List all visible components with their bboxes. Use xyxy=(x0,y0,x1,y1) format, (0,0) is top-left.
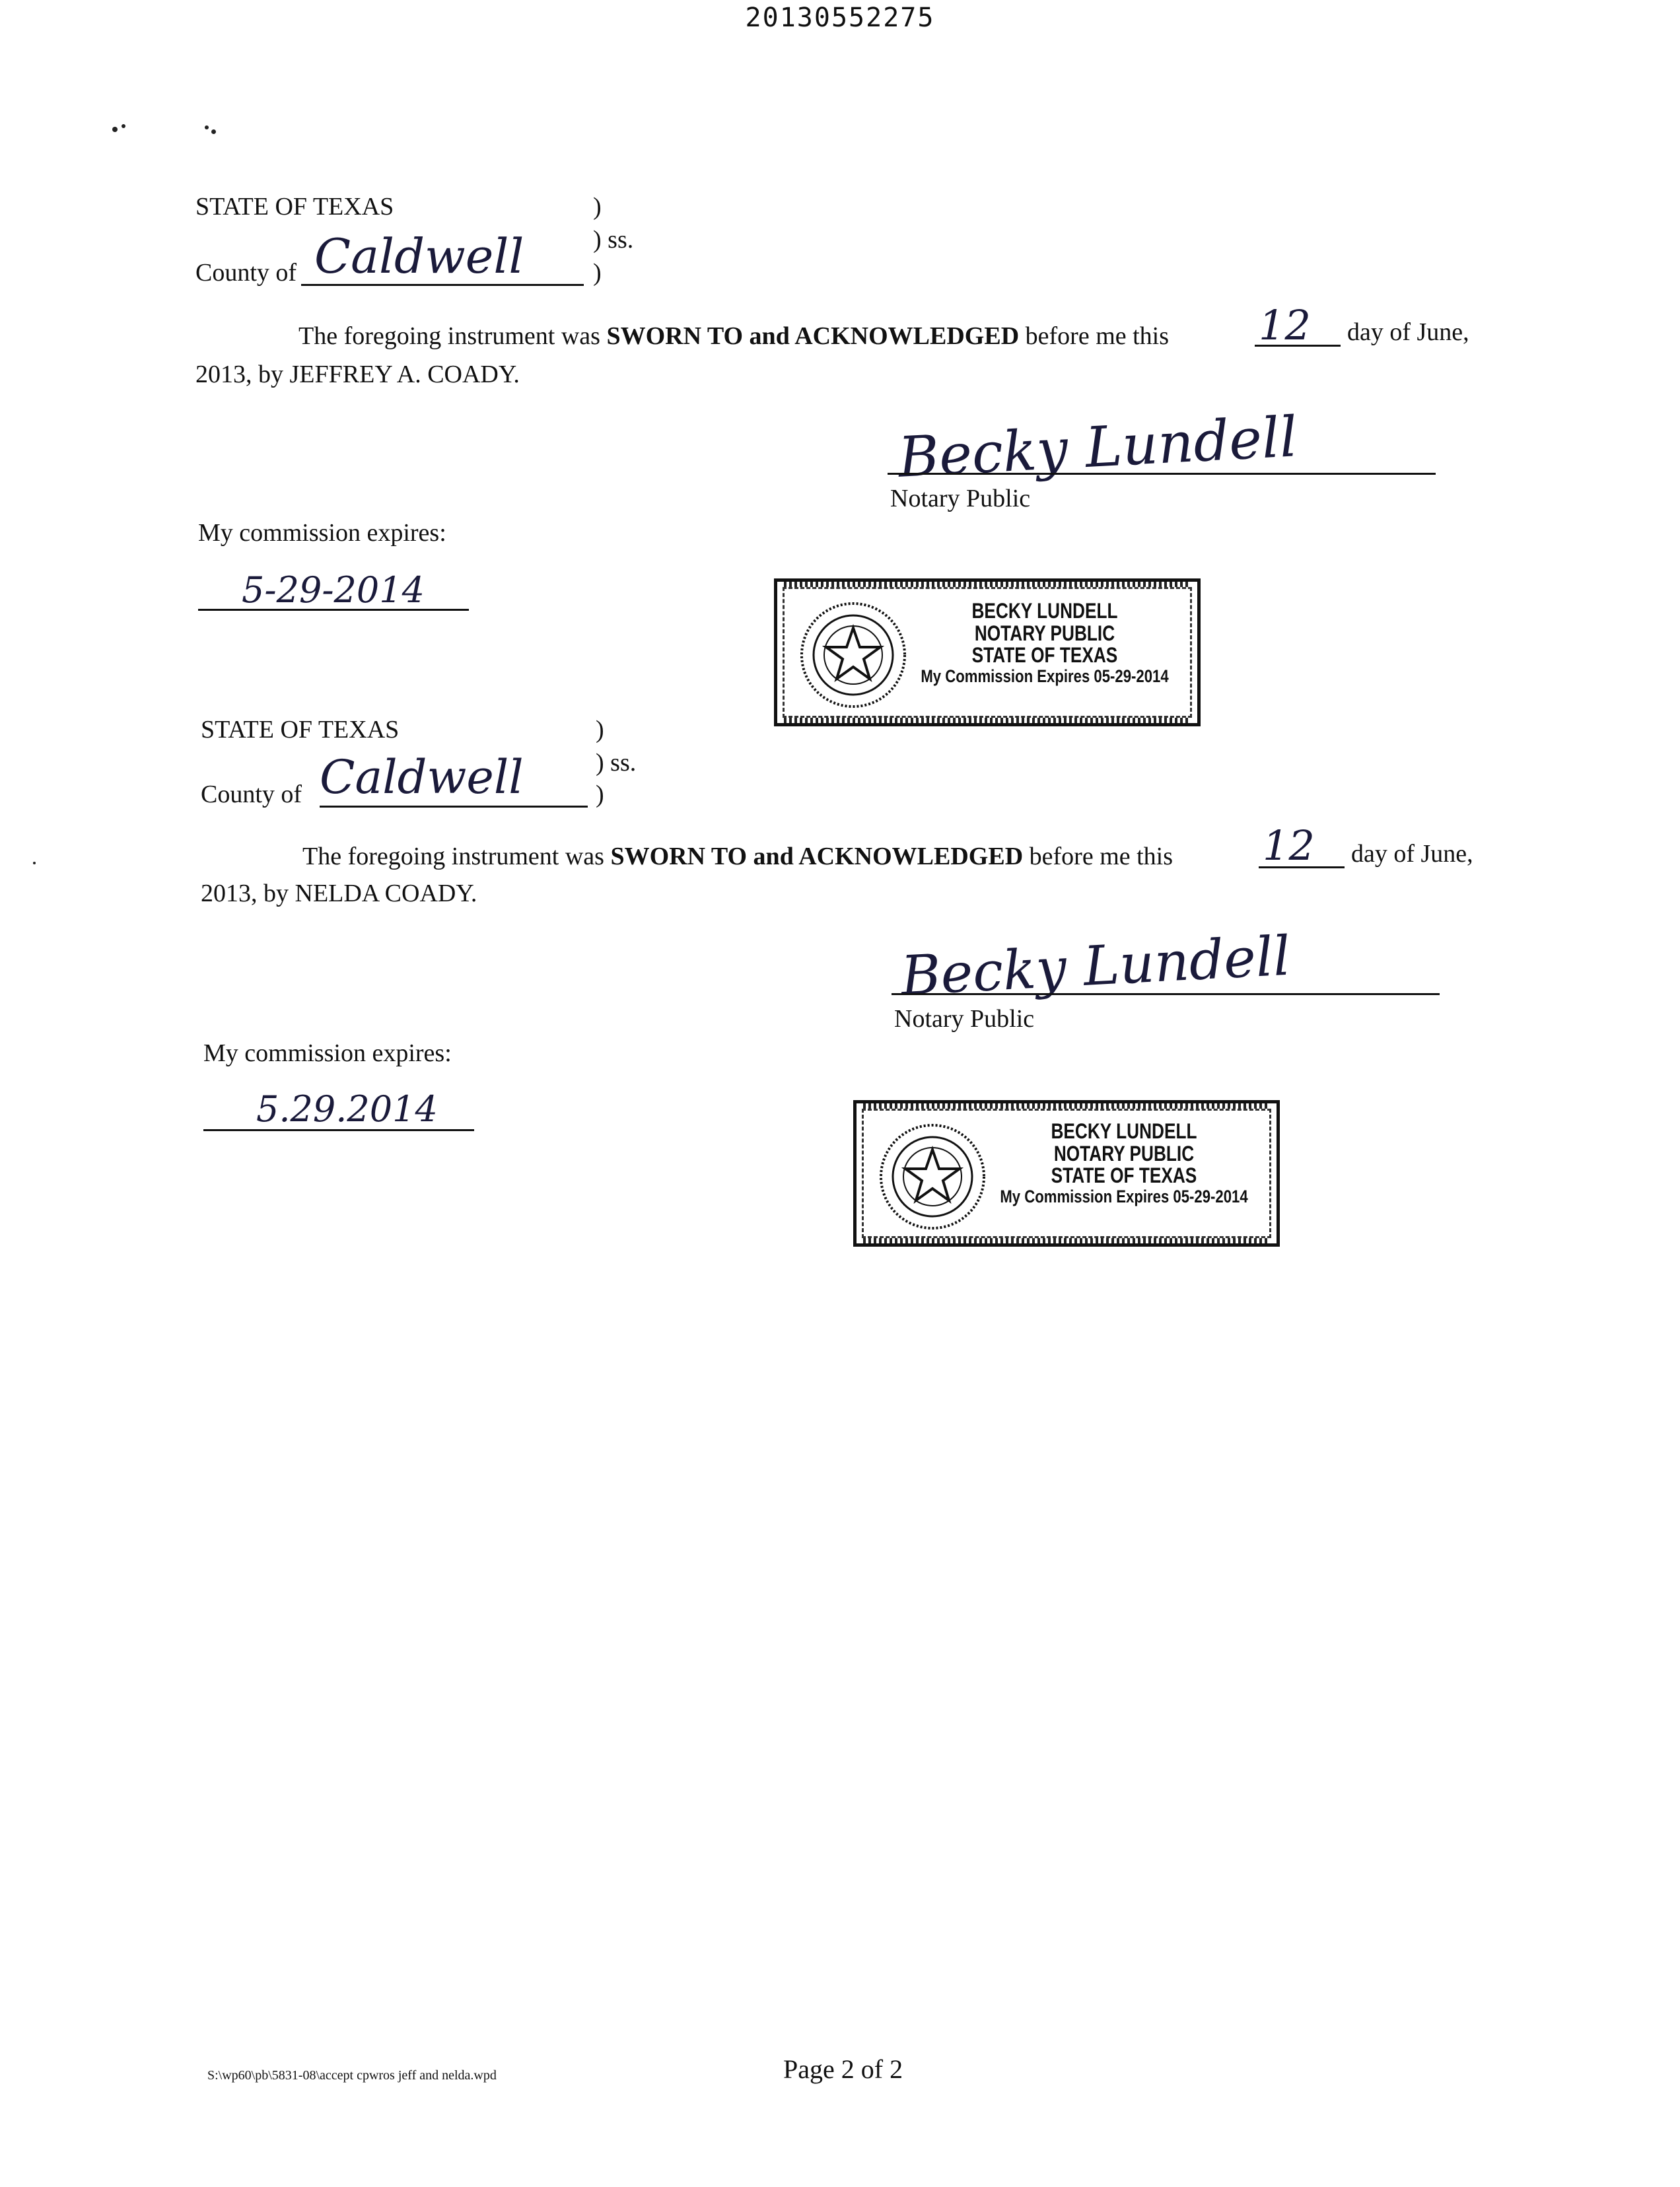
stamp-state: STATE OF TEXAS xyxy=(971,643,1118,668)
day-underline xyxy=(1255,345,1341,347)
notary-public-label: Notary Public xyxy=(894,1005,1035,1033)
statement-line2: 2013, by NELDA COADY. xyxy=(201,880,477,907)
ss-label: ) ss. xyxy=(593,226,634,254)
stamp-expires: My Commission Expires 05-29-2014 xyxy=(921,666,1169,686)
county-handwritten-value: Caldwell xyxy=(314,228,524,284)
commission-underline xyxy=(203,1129,474,1131)
commission-underline xyxy=(198,609,469,611)
footer-page-number: Page 2 of 2 xyxy=(783,2054,903,2084)
statement-lead: The foregoing instrument was xyxy=(298,322,607,350)
stamp-edge xyxy=(784,582,1191,587)
statement-bold: SWORN TO and ACKNOWLEDGED xyxy=(606,322,1020,350)
commission-expires-handwritten-value: 5-29-2014 xyxy=(242,569,425,611)
notary-signature: Becky Lundell xyxy=(899,924,1292,1008)
stamp-edge xyxy=(863,1103,1270,1109)
statement-line2: 2013, by JEFFREY A. COADY. xyxy=(195,361,520,388)
stamp-edge xyxy=(863,1238,1270,1243)
stamp-title: NOTARY PUBLIC xyxy=(974,621,1115,645)
stamp-expires: My Commission Expires 05-29-2014 xyxy=(1000,1186,1248,1206)
county-underline xyxy=(301,284,584,286)
signature-line xyxy=(892,993,1440,995)
paren: ) xyxy=(593,193,602,221)
statement-tail: day of June, xyxy=(1351,840,1473,868)
stamp-text-block xyxy=(917,600,1172,685)
acknowledgment-section-jeffrey xyxy=(0,0,1680,726)
commission-expires-handwritten-value: 5.29.2014 xyxy=(256,1088,438,1130)
statement-tail: day of June, xyxy=(1347,318,1469,346)
statement-lead: The foregoing instrument was xyxy=(302,843,611,870)
stamp-name: BECKY LUNDELL xyxy=(971,599,1118,623)
state-label: STATE OF TEXAS xyxy=(201,716,400,744)
signature-line xyxy=(888,473,1436,475)
texas-star-seal-icon xyxy=(797,599,909,711)
statement-mid: before me this xyxy=(1019,322,1170,350)
statement-bold: SWORN TO and ACKNOWLEDGED xyxy=(610,843,1024,870)
document-number: 20130552275 xyxy=(745,3,935,33)
stamp-title: NOTARY PUBLIC xyxy=(1053,1141,1195,1165)
paren: ) xyxy=(593,259,602,287)
day-underline xyxy=(1259,866,1345,868)
acknowledgment-statement xyxy=(302,844,1173,869)
acknowledgment-statement xyxy=(298,324,1169,349)
notary-signature: Becky Lundell xyxy=(896,404,1299,490)
footer-file-path: S:\wp60\pb\5831-08\accept cpwros jeff and nelda.wpd xyxy=(207,2068,497,2083)
county-label: County of xyxy=(195,259,297,287)
county-label: County of xyxy=(201,781,302,808)
stamp-name: BECKY LUNDELL xyxy=(1051,1119,1197,1143)
stamp-state: STATE OF TEXAS xyxy=(1051,1163,1197,1188)
stamp-text-block xyxy=(997,1121,1251,1206)
day-handwritten-value: 12 xyxy=(1259,301,1311,349)
commission-expires-label: My commission expires: xyxy=(203,1039,452,1067)
paren: ) xyxy=(596,716,604,744)
day-handwritten-value: 12 xyxy=(1263,821,1315,870)
texas-star-seal-icon xyxy=(876,1121,989,1233)
ss-label: ) ss. xyxy=(596,749,637,777)
paren: ) xyxy=(596,781,604,808)
county-handwritten-value: Caldwell xyxy=(320,750,524,804)
statement-mid: before me this xyxy=(1023,843,1173,870)
county-underline xyxy=(320,806,588,808)
commission-expires-label: My commission expires: xyxy=(198,519,446,547)
state-label: STATE OF TEXAS xyxy=(195,193,394,221)
notary-stamp xyxy=(853,1100,1280,1247)
acknowledgment-section-nelda xyxy=(0,713,1680,1274)
notary-stamp xyxy=(774,578,1201,726)
notary-public-label: Notary Public xyxy=(890,485,1031,512)
